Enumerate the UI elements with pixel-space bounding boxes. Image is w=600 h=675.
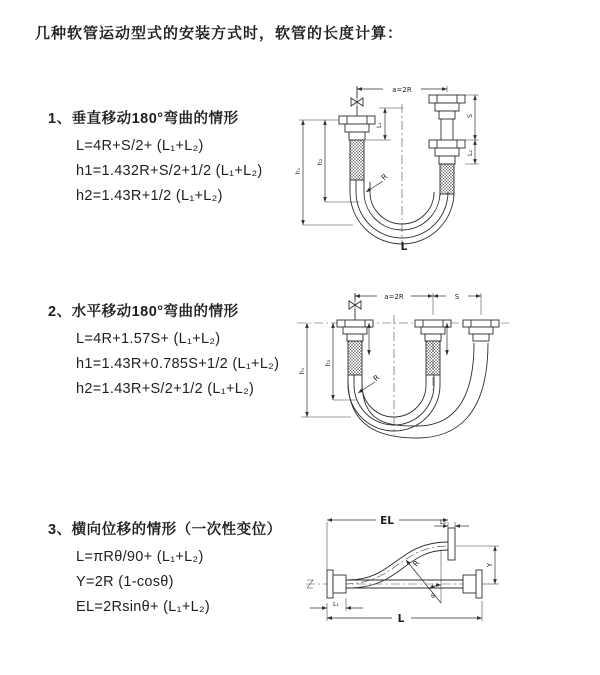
radius-label: R <box>410 558 422 569</box>
formula-h1: h1=1.432R+S/2+1/2 (L₁+L₂) <box>76 163 263 179</box>
section-1 <box>48 107 263 209</box>
diagram-vertical-180-bend <box>295 78 495 256</box>
right-fitting-lower <box>429 140 465 194</box>
right-fitting-moved <box>463 320 499 341</box>
right-fitting-upper <box>429 95 465 140</box>
diagram-horizontal-180-bend <box>295 285 545 445</box>
formula-h2: h2=1.43R+1/2 (L₁+L₂) <box>76 188 223 204</box>
diagram-lateral-displacement <box>298 508 590 636</box>
section-2 <box>48 300 279 402</box>
formula-y: Y=2R (1-cosθ) <box>76 574 174 590</box>
radius-label: R <box>371 372 382 384</box>
dim-label-s: S <box>467 114 474 118</box>
formula-length: L=4R+1.57S+ (L₁+L₂) <box>76 331 221 347</box>
dim-label-a2r: a=2R <box>384 293 404 301</box>
formula-el: EL=2Rsinθ+ (L₁+L₂) <box>76 599 211 615</box>
page-title: 几种软管运动型式的安装方式时，软管的长度计算： <box>35 25 404 42</box>
left-fitting <box>339 116 375 180</box>
formula-length: L=4R+S/2+ (L₁+L₂) <box>76 138 204 154</box>
section-1-heading: 1、垂直移动180°弯曲的情形 <box>48 111 239 127</box>
formula-h1: h1=1.43R+0.785S+1/2 (L₁+L₂) <box>76 356 280 372</box>
displaced-flange <box>448 528 455 560</box>
section-1-formulas <box>76 134 263 209</box>
dim-label-l2: L₂ <box>440 519 446 526</box>
left-flange <box>327 570 346 598</box>
section-2-heading: 2、水平移动180°弯曲的情形 <box>48 304 239 320</box>
angle-label: θ <box>431 593 435 600</box>
dim-label-el: EL <box>380 515 394 527</box>
braided-hose <box>426 341 440 375</box>
section-3 <box>48 518 282 620</box>
dim-label-s: S <box>454 293 460 301</box>
dim-label-h1: h₁ <box>299 367 306 375</box>
braided-hose <box>348 341 362 375</box>
dim-label-h2: h₂ <box>317 158 324 166</box>
dim-label-h2: h₂ <box>325 359 332 367</box>
section-3-formulas <box>76 545 282 620</box>
length-label: L <box>400 241 408 253</box>
braided-hose <box>350 140 364 180</box>
radius-label: R <box>379 171 390 183</box>
dim-label-y: Y <box>486 562 494 568</box>
right-flange <box>463 570 482 598</box>
formula-length: L=πRθ/90+ (L₁+L₂) <box>76 549 204 565</box>
dim-label-l1: L₁ <box>376 122 383 128</box>
formula-h2: h2=1.43R+S/2+1/2 (L₁+L₂) <box>76 381 255 397</box>
dim-label-l1: L₁ <box>333 601 339 608</box>
dim-label-a2r: a=2R <box>392 86 412 94</box>
middle-fitting <box>415 320 451 375</box>
section-3-heading: 3、横向位移的情形（一次性变位） <box>48 522 282 538</box>
braided-hose <box>440 164 454 194</box>
dim-label-l: L <box>397 613 405 625</box>
dim-label-l2: L₂ <box>467 150 474 156</box>
dim-label-h1: h₁ <box>295 167 302 175</box>
section-2-formulas <box>76 327 279 402</box>
left-fitting <box>337 320 373 375</box>
